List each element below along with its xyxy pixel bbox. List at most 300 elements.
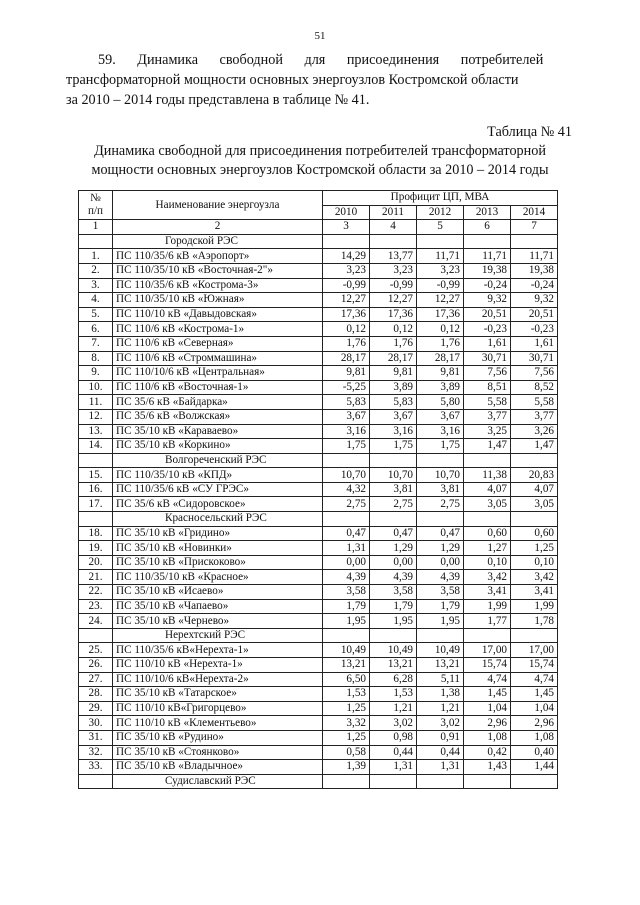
value-cell: 0,47 (417, 526, 464, 541)
section-title: Городской РЭС (113, 234, 323, 249)
section-title: Судиславский РЭС (113, 774, 323, 789)
value-cell (511, 628, 558, 643)
value-cell: 1,47 (511, 439, 558, 454)
value-cell: 0,44 (417, 745, 464, 760)
value-cell: 20,51 (464, 307, 511, 322)
value-cell: 3,23 (370, 263, 417, 278)
value-cell: 17,00 (511, 643, 558, 658)
value-cell: 3,25 (464, 424, 511, 439)
substation-name: ПС 110/35/6 кВ «Аэропорт» (113, 249, 323, 264)
value-cell: 12,27 (417, 293, 464, 308)
value-cell: -0,24 (511, 278, 558, 293)
value-cell: 19,38 (511, 263, 558, 278)
row-number (79, 453, 113, 468)
substation-name: ПС 35/6 кВ «Волжская» (113, 409, 323, 424)
value-cell: 3,67 (323, 409, 370, 424)
value-cell: 3,58 (370, 585, 417, 600)
substation-name: ПС 110/35/6 кВ «СУ ГРЭС» (113, 482, 323, 497)
value-cell (417, 453, 464, 468)
value-cell: 15,74 (511, 658, 558, 673)
value-cell (370, 774, 417, 789)
value-cell: 28,17 (417, 351, 464, 366)
value-cell: 28,17 (323, 351, 370, 366)
value-cell: 3,89 (417, 380, 464, 395)
table-label: Таблица № 41 (487, 124, 572, 140)
value-cell: 3,77 (511, 409, 558, 424)
row-number (79, 774, 113, 789)
section-title: Волгореченский РЭС (113, 453, 323, 468)
value-cell: 5,80 (417, 395, 464, 410)
value-cell: -0,99 (417, 278, 464, 293)
section-title: Нерехтский РЭС (113, 628, 323, 643)
value-cell (511, 512, 558, 527)
value-cell (323, 628, 370, 643)
row-number: 20. (79, 555, 113, 570)
value-cell: 1,79 (370, 599, 417, 614)
substation-name: ПС 35/10 кВ «Исаево» (113, 585, 323, 600)
value-cell: 0,00 (417, 555, 464, 570)
value-cell: 2,75 (323, 497, 370, 512)
value-cell: 8,52 (511, 380, 558, 395)
value-cell (370, 512, 417, 527)
row-number: 29. (79, 701, 113, 716)
row-number: 1. (79, 249, 113, 264)
value-cell: 4,39 (323, 570, 370, 585)
table-row (79, 687, 558, 702)
value-cell: 20,51 (511, 307, 558, 322)
value-cell: 7,56 (464, 366, 511, 381)
value-cell: -0,99 (323, 278, 370, 293)
value-cell: -0,23 (464, 322, 511, 337)
value-cell: 1,43 (464, 760, 511, 775)
value-cell: 15,74 (464, 658, 511, 673)
value-cell: 3,16 (370, 424, 417, 439)
header-year: 2013 (464, 205, 511, 220)
header-column-numbers-row (79, 220, 558, 235)
value-cell: 6,50 (323, 672, 370, 687)
value-cell: 1,25 (323, 701, 370, 716)
value-cell: 1,95 (323, 614, 370, 629)
row-number: 32. (79, 745, 113, 760)
table-row (79, 585, 558, 600)
table-row (79, 263, 558, 278)
table-row (79, 278, 558, 293)
value-cell: 4,07 (511, 482, 558, 497)
value-cell: 0,12 (323, 322, 370, 337)
value-cell: 3,42 (464, 570, 511, 585)
header-number-line: п/п (87, 205, 104, 218)
value-cell: 3,89 (370, 380, 417, 395)
value-cell: 1,08 (511, 730, 558, 745)
value-cell: 3,58 (417, 585, 464, 600)
value-cell: 9,81 (417, 366, 464, 381)
value-cell (323, 512, 370, 527)
header-year: 2011 (370, 205, 417, 220)
row-number: 19. (79, 541, 113, 556)
value-cell (370, 453, 417, 468)
row-number: 23. (79, 599, 113, 614)
table-row (79, 482, 558, 497)
substation-name: ПС 110/35/10 кВ «Восточная-2"» (113, 263, 323, 278)
row-number: 27. (79, 672, 113, 687)
value-cell (323, 774, 370, 789)
table-row (79, 760, 558, 775)
value-cell: 3,58 (323, 585, 370, 600)
value-cell (417, 628, 464, 643)
value-cell: 1,99 (464, 599, 511, 614)
value-cell (417, 512, 464, 527)
value-cell: 1,38 (417, 687, 464, 702)
table-row (79, 745, 558, 760)
value-cell: 10,49 (417, 643, 464, 658)
value-cell: 1,39 (323, 760, 370, 775)
header-column-number: 3 (323, 220, 370, 235)
table-row (79, 307, 558, 322)
table-row (79, 322, 558, 337)
table-row (79, 701, 558, 716)
value-cell: 30,71 (511, 351, 558, 366)
value-cell: 3,67 (417, 409, 464, 424)
intro-line: трансформаторной мощности основных энергоузлов Костромской области (66, 72, 519, 88)
header-number-line: № (90, 192, 101, 205)
table-row (79, 541, 558, 556)
table-title-line: Динамика свободной для присоединения потребителей трансформаторной (94, 143, 546, 159)
value-cell: 1,44 (511, 760, 558, 775)
value-cell: 13,21 (323, 658, 370, 673)
value-cell: 2,96 (511, 716, 558, 731)
header-number (79, 191, 113, 220)
table-row (79, 643, 558, 658)
value-cell: 1,21 (417, 701, 464, 716)
table-row (79, 424, 558, 439)
value-cell: 10,70 (370, 468, 417, 483)
value-cell: 3,81 (417, 482, 464, 497)
table-title (40, 142, 600, 180)
value-cell: -0,23 (511, 322, 558, 337)
substation-name: ПС 35/10 кВ «Чапаево» (113, 599, 323, 614)
value-cell: 4,07 (464, 482, 511, 497)
value-cell: 8,51 (464, 380, 511, 395)
row-number: 7. (79, 336, 113, 351)
value-cell: 3,02 (370, 716, 417, 731)
substation-name: ПС 35/10 кВ «Караваево» (113, 424, 323, 439)
header-year: 2012 (417, 205, 464, 220)
row-number: 16. (79, 482, 113, 497)
table-row (79, 409, 558, 424)
value-cell: 3,77 (464, 409, 511, 424)
table-row (79, 730, 558, 745)
substation-name: ПС 110/6 кВ «Северная» (113, 336, 323, 351)
row-number: 31. (79, 730, 113, 745)
value-cell: 1,76 (417, 336, 464, 351)
substation-name: ПС 35/6 кВ «Байдарка» (113, 395, 323, 410)
value-cell: 10,49 (323, 643, 370, 658)
value-cell: 1,79 (323, 599, 370, 614)
value-cell: 0,12 (417, 322, 464, 337)
value-cell (370, 234, 417, 249)
value-cell: 5,58 (511, 395, 558, 410)
table-row (79, 439, 558, 454)
substation-name: ПС 110/35/6 кВ«Нерехта-1» (113, 643, 323, 658)
row-number: 13. (79, 424, 113, 439)
substation-name: ПС 110/35/10 кВ «Красное» (113, 570, 323, 585)
value-cell: 1,21 (370, 701, 417, 716)
value-cell: 1,79 (417, 599, 464, 614)
value-cell: 0,12 (370, 322, 417, 337)
value-cell: 11,71 (511, 249, 558, 264)
value-cell: 0,47 (370, 526, 417, 541)
table-row (79, 468, 558, 483)
row-number: 10. (79, 380, 113, 395)
table-row (79, 293, 558, 308)
value-cell: 1,61 (464, 336, 511, 351)
value-cell: 17,36 (417, 307, 464, 322)
value-cell: 13,21 (417, 658, 464, 673)
value-cell: 0,60 (511, 526, 558, 541)
value-cell: 4,39 (370, 570, 417, 585)
value-cell: 1,76 (370, 336, 417, 351)
row-number (79, 512, 113, 527)
value-cell: 5,11 (417, 672, 464, 687)
value-cell: 11,71 (417, 249, 464, 264)
row-number: 3. (79, 278, 113, 293)
value-cell: 10,70 (323, 468, 370, 483)
substation-name: ПС 110/10 кВ«Григорцево» (113, 701, 323, 716)
value-cell: 1,76 (323, 336, 370, 351)
table-row (79, 599, 558, 614)
value-cell (464, 774, 511, 789)
value-cell: 17,36 (370, 307, 417, 322)
substation-name: ПС 35/6 кВ «Сидоровское» (113, 497, 323, 512)
value-cell: 1,04 (464, 701, 511, 716)
value-cell (417, 774, 464, 789)
value-cell: 0,98 (370, 730, 417, 745)
value-cell: 1,25 (323, 730, 370, 745)
value-cell (464, 512, 511, 527)
table-row (79, 672, 558, 687)
value-cell (417, 234, 464, 249)
row-number: 2. (79, 263, 113, 278)
table-row (79, 497, 558, 512)
value-cell: 1,27 (464, 541, 511, 556)
value-cell: 1,78 (511, 614, 558, 629)
header-year: 2010 (323, 205, 370, 220)
value-cell: 9,32 (464, 293, 511, 308)
row-number: 24. (79, 614, 113, 629)
value-cell: 0,00 (323, 555, 370, 570)
section-row (79, 774, 558, 789)
energy-hub-table (78, 190, 558, 789)
value-cell: 4,39 (417, 570, 464, 585)
row-number (79, 234, 113, 249)
value-cell: 9,32 (511, 293, 558, 308)
table-row (79, 716, 558, 731)
header-year: 2014 (511, 205, 558, 220)
value-cell: 14,29 (323, 249, 370, 264)
value-cell: 1,31 (417, 760, 464, 775)
row-number: 4. (79, 293, 113, 308)
value-cell: 2,75 (370, 497, 417, 512)
value-cell: 2,96 (464, 716, 511, 731)
value-cell: 3,05 (511, 497, 558, 512)
value-cell: 4,32 (323, 482, 370, 497)
value-cell (511, 774, 558, 789)
row-number: 21. (79, 570, 113, 585)
intro-line: за 2010 – 2014 годы представлена в таблице № 41. (66, 92, 370, 108)
value-cell: 1,75 (370, 439, 417, 454)
row-number: 15. (79, 468, 113, 483)
value-cell: 4,74 (464, 672, 511, 687)
value-cell: 1,25 (511, 541, 558, 556)
value-cell: 17,36 (323, 307, 370, 322)
header-column-number: 4 (370, 220, 417, 235)
value-cell: 1,95 (417, 614, 464, 629)
value-cell: 3,16 (323, 424, 370, 439)
row-number: 28. (79, 687, 113, 702)
value-cell: 1,29 (417, 541, 464, 556)
value-cell (464, 628, 511, 643)
substation-name: ПС 35/10 кВ «Владычное» (113, 760, 323, 775)
value-cell: 30,71 (464, 351, 511, 366)
value-cell: 1,53 (323, 687, 370, 702)
header-column-number: 1 (79, 220, 113, 235)
value-cell: 9,81 (323, 366, 370, 381)
table-row (79, 395, 558, 410)
substation-name: ПС 110/10/6 кВ «Центральная» (113, 366, 323, 381)
substation-name: ПС 35/10 кВ «Татарское» (113, 687, 323, 702)
header-name: Наименование энергоузла (113, 191, 323, 220)
value-cell: 0,00 (370, 555, 417, 570)
value-cell: 0,44 (370, 745, 417, 760)
substation-name: ПС 110/6 кВ «Восточная-1» (113, 380, 323, 395)
value-cell: 0,60 (464, 526, 511, 541)
value-cell: 11,71 (464, 249, 511, 264)
value-cell: 1,99 (511, 599, 558, 614)
substation-name: ПС 35/10 кВ «Чернево» (113, 614, 323, 629)
value-cell: 17,00 (464, 643, 511, 658)
value-cell: 10,70 (417, 468, 464, 483)
section-row (79, 512, 558, 527)
value-cell: 3,32 (323, 716, 370, 731)
row-number: 26. (79, 658, 113, 673)
row-number: 30. (79, 716, 113, 731)
value-cell: 1,08 (464, 730, 511, 745)
value-cell: 1,31 (370, 760, 417, 775)
row-number: 18. (79, 526, 113, 541)
value-cell: 19,38 (464, 263, 511, 278)
value-cell: 1,75 (417, 439, 464, 454)
row-number: 17. (79, 497, 113, 512)
row-number: 25. (79, 643, 113, 658)
substation-name: ПС 110/35/6 кВ «Кострома-3» (113, 278, 323, 293)
value-cell: 4,74 (511, 672, 558, 687)
value-cell: 1,47 (464, 439, 511, 454)
value-cell: 20,83 (511, 468, 558, 483)
value-cell: 0,10 (511, 555, 558, 570)
value-cell: 1,04 (511, 701, 558, 716)
value-cell: 3,41 (464, 585, 511, 600)
value-cell: 5,58 (464, 395, 511, 410)
header-profit: Профицит ЦП, МВА (323, 191, 558, 206)
value-cell: -0,99 (370, 278, 417, 293)
header-column-number: 7 (511, 220, 558, 235)
value-cell: 5,83 (323, 395, 370, 410)
section-row (79, 234, 558, 249)
table-row (79, 614, 558, 629)
value-cell: 13,21 (370, 658, 417, 673)
value-cell: 1,95 (370, 614, 417, 629)
value-cell: 3,02 (417, 716, 464, 731)
value-cell: 0,91 (417, 730, 464, 745)
table-header (79, 191, 558, 235)
value-cell (370, 628, 417, 643)
value-cell: 3,41 (511, 585, 558, 600)
value-cell: 1,45 (511, 687, 558, 702)
value-cell: 0,58 (323, 745, 370, 760)
row-number: 11. (79, 395, 113, 410)
value-cell: 0,40 (511, 745, 558, 760)
table-row (79, 526, 558, 541)
value-cell: 13,77 (370, 249, 417, 264)
substation-name: ПС 110/6 кВ «Строммашина» (113, 351, 323, 366)
table-row (79, 658, 558, 673)
row-number: 6. (79, 322, 113, 337)
row-number: 14. (79, 439, 113, 454)
row-number: 9. (79, 366, 113, 381)
value-cell: 2,75 (417, 497, 464, 512)
row-number (79, 628, 113, 643)
substation-name: ПС 110/6 кВ «Кострома-1» (113, 322, 323, 337)
row-number: 12. (79, 409, 113, 424)
substation-name: ПС 110/10 кВ «Давыдовская» (113, 307, 323, 322)
value-cell: 1,31 (323, 541, 370, 556)
substation-name: ПС 110/35/10 кВ «КПД» (113, 468, 323, 483)
substation-name: ПС 35/10 кВ «Новинки» (113, 541, 323, 556)
row-number: 8. (79, 351, 113, 366)
value-cell: 3,42 (511, 570, 558, 585)
value-cell: 3,16 (417, 424, 464, 439)
intro-line: 59. Динамика свободной для присоединения потребителей (98, 52, 544, 68)
substation-name: ПС 35/10 кВ «Коркино» (113, 439, 323, 454)
substation-name: ПС 110/10 кВ «Нерехта-1» (113, 658, 323, 673)
value-cell: 1,45 (464, 687, 511, 702)
value-cell (323, 234, 370, 249)
value-cell: 1,29 (370, 541, 417, 556)
table-body (79, 234, 558, 789)
value-cell: 0,47 (323, 526, 370, 541)
value-cell: 1,61 (511, 336, 558, 351)
value-cell: 3,23 (417, 263, 464, 278)
row-number: 22. (79, 585, 113, 600)
value-cell (511, 234, 558, 249)
table-row (79, 249, 558, 264)
value-cell: 28,17 (370, 351, 417, 366)
row-number: 33. (79, 760, 113, 775)
substation-name: ПС 35/10 кВ «Стоянково» (113, 745, 323, 760)
table-row (79, 366, 558, 381)
table-title-line: мощности основных энергоузлов Костромской области за 2010 – 2014 годы (91, 162, 549, 178)
section-row (79, 453, 558, 468)
substation-name: ПС 110/35/10 кВ «Южная» (113, 293, 323, 308)
table-row (79, 336, 558, 351)
substation-name: ПС 35/10 кВ «Гридино» (113, 526, 323, 541)
value-cell: -5,25 (323, 380, 370, 395)
intro-paragraph (66, 50, 572, 110)
value-cell: 6,28 (370, 672, 417, 687)
substation-name: ПС 35/10 кВ «Прискоково» (113, 555, 323, 570)
table-row (79, 555, 558, 570)
substation-name: ПС 35/10 кВ «Рудино» (113, 730, 323, 745)
